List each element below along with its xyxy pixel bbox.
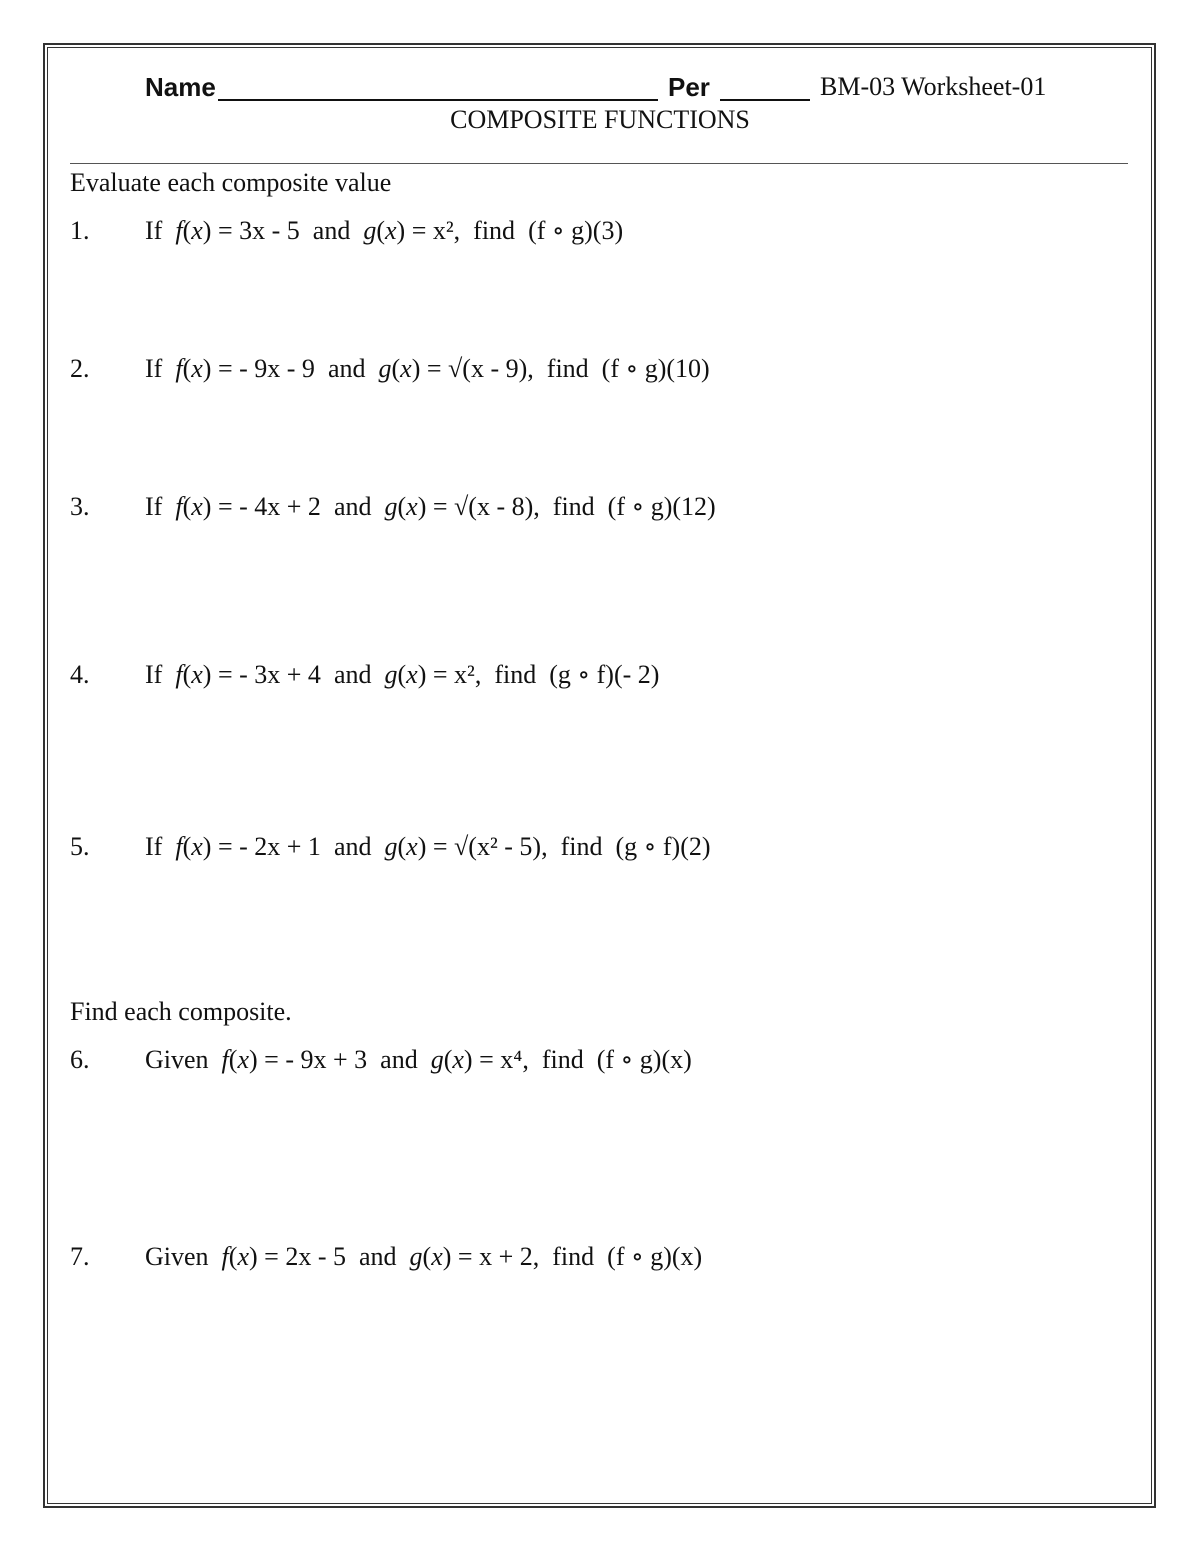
- period-blank: [720, 99, 810, 101]
- problem-lead: Given: [145, 1045, 209, 1074]
- problem-number: 5.: [70, 832, 90, 861]
- problem-number: 2.: [70, 354, 90, 383]
- problem-statement: If f(x) = 3x - 5 and g(x) = x², find (f ∘ g)(3): [145, 216, 624, 245]
- header: [0, 72, 1200, 108]
- find-target: (f ∘ g)(10): [601, 354, 710, 383]
- f-expression: - 9x - 9: [239, 354, 315, 383]
- section-heading-find: Find each composite.: [70, 997, 292, 1026]
- find-target: (f ∘ g)(x): [596, 1045, 692, 1074]
- problem-number: 7.: [70, 1242, 90, 1271]
- problem-number: 3.: [70, 492, 90, 521]
- per-label: Per: [668, 72, 710, 102]
- g-expression: √(x² - 5): [454, 832, 542, 861]
- problem-statement: Given f(x) = 2x - 5 and g(x) = x + 2, find (f ∘ g)(x): [145, 1242, 703, 1271]
- problem-number: 1.: [70, 216, 90, 245]
- problem-statement: If f(x) = - 4x + 2 and g(x) = √(x - 8), find (f ∘ g)(12): [145, 492, 716, 521]
- problem-lead: If: [145, 354, 163, 383]
- section-heading-evaluate: Evaluate each composite value: [70, 168, 392, 197]
- g-expression: x + 2: [479, 1242, 533, 1271]
- worksheet-id: BM-03 Worksheet-01: [820, 72, 1047, 101]
- g-expression: x²: [432, 216, 454, 245]
- problem-lead: Given: [145, 1242, 209, 1271]
- inner-border: [47, 47, 1152, 1504]
- g-expression: x⁴: [500, 1045, 523, 1074]
- header-divider: [70, 163, 1128, 164]
- g-expression: √(x - 8): [454, 492, 534, 521]
- find-target: (f ∘ g)(x): [607, 1242, 703, 1271]
- find-target: (f ∘ g)(12): [607, 492, 716, 521]
- f-expression: 2x - 5: [285, 1242, 346, 1271]
- name-label: Name: [145, 72, 216, 102]
- g-expression: √(x - 9): [448, 354, 528, 383]
- problem-statement: If f(x) = - 9x - 9 and g(x) = √(x - 9), find (f ∘ g)(10): [145, 354, 710, 383]
- f-expression: - 2x + 1: [239, 832, 321, 861]
- problem-lead: If: [145, 492, 163, 521]
- problem-lead: If: [145, 660, 163, 689]
- f-expression: 3x - 5: [239, 216, 300, 245]
- problem-lead: If: [145, 832, 163, 861]
- f-expression: - 4x + 2: [239, 492, 321, 521]
- find-target: (f ∘ g)(3): [528, 216, 624, 245]
- problem-lead: If: [145, 216, 163, 245]
- find-target: (g ∘ f)(2): [615, 832, 711, 861]
- page-title: COMPOSITE FUNCTIONS: [450, 105, 750, 134]
- name-blank: [218, 99, 658, 101]
- f-expression: - 3x + 4: [239, 660, 321, 689]
- g-expression: x²: [454, 660, 475, 689]
- f-expression: - 9x + 3: [285, 1045, 368, 1074]
- problem-number: 4.: [70, 660, 90, 689]
- problem-statement: Given f(x) = - 9x + 3 and g(x) = x⁴, find (f ∘ g)(x): [145, 1045, 692, 1074]
- problem-number: 6.: [70, 1045, 90, 1074]
- problem-statement: If f(x) = - 3x + 4 and g(x) = x², find (g ∘ f)(- 2): [145, 660, 660, 689]
- find-target: (g ∘ f)(- 2): [549, 660, 660, 689]
- problem-statement: If f(x) = - 2x + 1 and g(x) = √(x² - 5), find (g ∘ f)(2): [145, 832, 711, 861]
